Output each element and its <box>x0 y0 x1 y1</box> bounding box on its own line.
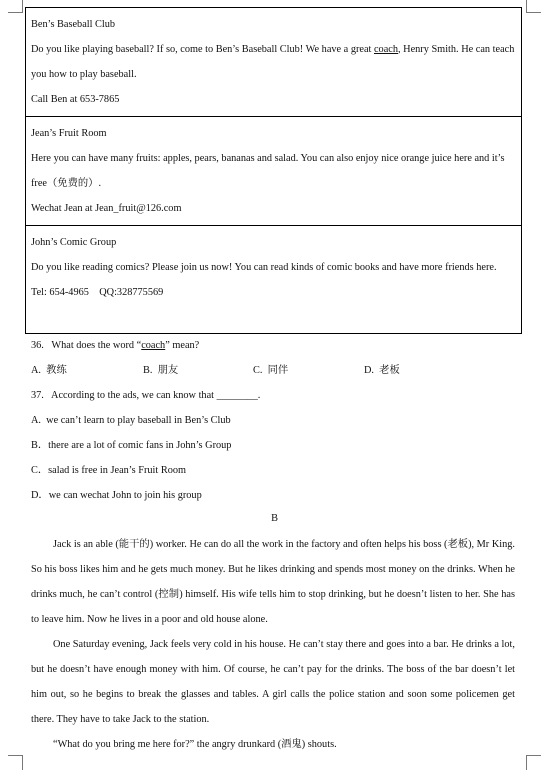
question-underlined-word: coach <box>141 340 166 351</box>
passage-paragraph: Jack is an able (能干的) worker. He can do all the work in the factory and often helps his boss (老板), Mr King. So his boss likes him and he gets much money. But he likes drinking and spends most money on the drinks. When he drinks much, he can’t control (控制) himself. His wife tells him to stop drinking, but he doesn’t listen to her. She has to leave him. Now he lives in a poor and old house alone. <box>31 539 515 625</box>
ad-title: Ben’s Baseball Club <box>31 19 116 30</box>
ad-title: Jean’s Fruit Room <box>31 128 107 139</box>
ad-comic-group <box>26 226 521 333</box>
question-text: 36. What does the word “ <box>31 340 142 351</box>
ad-fruit-room <box>26 117 521 226</box>
ad-body-text: , Henry Smith. He can teach you how to play baseball. <box>31 44 515 80</box>
question-36 <box>31 339 199 353</box>
question-text: ” mean? <box>165 340 200 351</box>
option-36-d: D. 老板 <box>364 365 400 376</box>
ads-table <box>25 7 522 334</box>
ad-body: Here you can have many fruits: apples, pears, bananas and salad. You can also enjoy nice orange juice here and it’s free（免费的）. <box>31 153 505 189</box>
option-36-a: A. 教练 <box>31 365 67 376</box>
question-37: 37. According to the ads, we can know that ________. <box>31 390 261 401</box>
ad-contact: Wechat Jean at Jean_fruit@126.com <box>31 203 182 214</box>
option-36-c: C. 同伴 <box>253 365 289 376</box>
option-36-b: B. 朋友 <box>143 365 179 376</box>
crop-mark <box>526 0 541 13</box>
ad-body-underlined: coach <box>373 44 398 55</box>
ad-baseball-club <box>26 8 521 117</box>
ad-body-text: Do you like playing baseball? If so, come to Ben’s Baseball Club! We have a great <box>31 44 374 55</box>
section-heading: B <box>271 513 278 524</box>
option-37-b: B．there are a lot of comic fans in John’s Group <box>31 440 232 451</box>
passage-paragraph: “What do you bring me here for?” the angry drunkard (酒鬼) shouts. <box>53 739 337 750</box>
passage-paragraph: One Saturday evening, Jack feels very cold in his house. He can’t stay there and goes into a bar. He drinks a lot, but he doesn’t have enough money with him. Of course, he can’t pay for the drinks. The boss of the bar doesn’t let him out, so he begins to break the glasses and tables. A girl calls the police station and soon some policemen get there. They have to take Jack to the station. <box>31 639 515 725</box>
crop-mark <box>8 0 23 13</box>
ad-title: John’s Comic Group <box>31 237 117 248</box>
option-37-a: A. we can’t learn to play baseball in Ben’s Club <box>31 415 231 426</box>
ad-body: Do you like reading comics? Please join us now! You can read kinds of comic books and have more friends here. <box>31 262 497 273</box>
ad-contact: Call Ben at 653-7865 <box>31 94 120 105</box>
ad-contact: Tel: 654-4965 QQ:328775569 <box>31 287 164 298</box>
option-37-c: C．salad is free in Jean’s Fruit Room <box>31 465 187 476</box>
ad-body <box>31 37 516 87</box>
option-37-d: D．we can wechat John to join his group <box>31 490 202 501</box>
